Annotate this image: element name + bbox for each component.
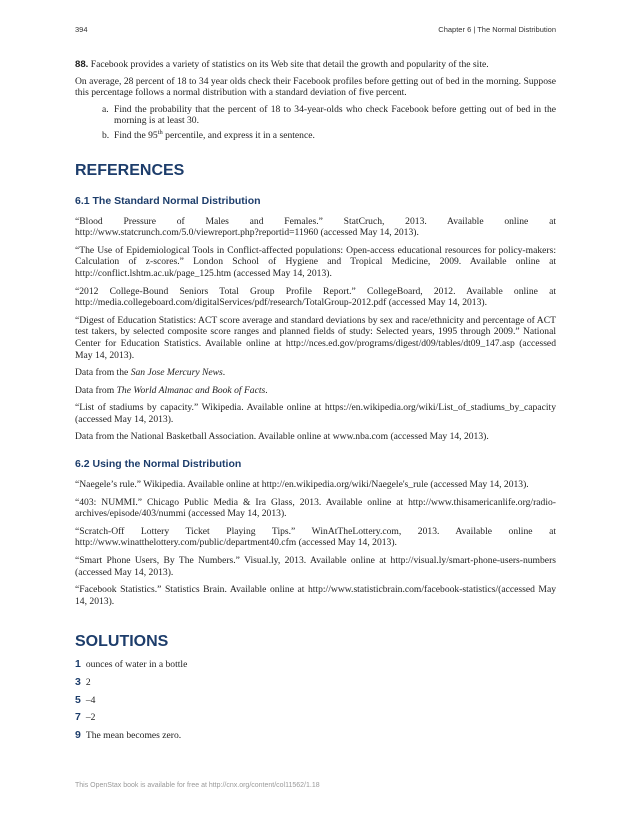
exercise-parts <box>75 104 556 142</box>
exercise-part-b <box>75 130 556 142</box>
solution-number: 9 <box>75 728 81 741</box>
reference-item: Data from the National Basketball Association. Available online at www.nba.com (accessed May 14, 2013). <box>75 431 489 443</box>
reference-item: “Smart Phone Users, By The Numbers.” Visual.ly, 2013. Available online at http://visual.ly/smart-phone-users-numbers (accessed May 14, 2013). <box>75 555 556 578</box>
page-footer: This OpenStax book is available for free at http://cnx.org/content/col11562/1.18 <box>75 782 320 789</box>
publication-title: The World Almanac and Book of Facts <box>116 384 266 396</box>
reference-item: “Scratch-Off Lottery Ticket Playing Tips.” WinAtTheLottery.com, 2013. Available online at http://www.winatthelottery.com/public/department40.cfm (accessed May 14, 2013). <box>75 525 556 549</box>
reference-item: “2012 College-Bound Seniors Total Group Profile Report.” CollegeBoard, 2012. Available online at http://media.collegeboard.com/digitalServices/pdf/research/TotalGroup-2012.pdf (accessed May 14, 2013). <box>75 285 556 309</box>
solution-text: The mean becomes zero. <box>85 729 182 741</box>
reference-item: Data from The World Almanac and Book of Facts. <box>75 384 268 396</box>
exercise-intro <box>75 59 556 71</box>
reference-item: “List of stadiums by capacity.” Wikipedia. Available online at https://en.wikipedia.org/wiki/List_of_stadiums_by_capacity (accessed May 14, 2013). <box>75 402 556 425</box>
part-text: Find the probability that the percent of 18 to 34-year-olds who check Facebook before getting out of bed in the morning is at least 30. <box>114 103 556 127</box>
section-6-1-heading: 6.1 The Standard Normal Distribution <box>75 194 261 207</box>
reference-item: “403: NUMMI.” Chicago Public Media & Ira Glass, 2013. Available online at http://www.thisamericanlife.org/radio-archives/episode/403/nummi (accessed May 14, 2013). <box>75 496 556 520</box>
exercise-intro-text: Facebook provides a variety of statistics on its Web site that detail the growth and popularity of the site. <box>90 59 489 70</box>
solution-item <box>75 677 556 689</box>
exercise-part-a <box>75 104 556 127</box>
part-text-sup: th <box>157 128 163 136</box>
reference-item: “The Use of Epidemiological Tools in Conflict-affected populations: Open-access educational resources for policy-makers: Calculation of z-scores.” London School of Hygiene and Tropical Medicine, 2009. Available online at http://conflict.lshtm.ac.uk/page_125.htm (accessed May 14, 2013). <box>75 244 556 279</box>
reference-item: Data from the San Jose Mercury News. <box>75 367 226 379</box>
solution-text: –2 <box>85 712 96 724</box>
solution-number: 7 <box>75 711 81 724</box>
reference-item: “Blood Pressure of Males and Females.” StatCruch, 2013. Available online at http://www.statcrunch.com/5.0/viewreport.php?reportid=11960 (accessed May 14, 2013). <box>75 215 556 239</box>
solution-item <box>75 730 556 742</box>
solution-text: ounces of water in a bottle <box>85 659 188 671</box>
page-number: 394 <box>75 25 88 34</box>
solution-item <box>75 712 556 724</box>
solution-item <box>75 695 556 707</box>
solution-text: 2 <box>85 677 91 688</box>
solution-number: 3 <box>75 676 81 688</box>
exercise-body: On average, 28 percent of 18 to 34 year olds check their Facebook profiles before getting out of bed in the morning. Suppose this percentage follows a normal distribution with a standard deviation of five percent. <box>75 75 556 99</box>
reference-item: “Digest of Education Statistics: ACT score average and standard deviations by sex and race/ethnicity and percentage of ACT test takers, by selected composite score ranges and planned fields of study: Selected years, 1995 through 2009.” National Center for Education Statistics. Available online at http://nces.ed.gov/programs/digest/d09/tables/dt09_147.asp (accessed May 14, 2013). <box>75 314 556 361</box>
solution-text: –4 <box>85 694 96 706</box>
exercise-number: 88. <box>75 59 89 70</box>
solution-number: 1 <box>75 658 81 671</box>
part-label: b. <box>102 129 110 141</box>
references-heading: REFERENCES <box>75 161 185 179</box>
solution-number: 5 <box>75 693 81 706</box>
chapter-title: Chapter 6 | The Normal Distribution <box>438 25 556 34</box>
solutions-heading: SOLUTIONS <box>75 633 169 651</box>
reference-item: “Naegele’s rule.” Wikipedia. Available online at http://en.wikipedia.org/wiki/Naegele's_rule (accessed May 14, 2013). <box>75 479 529 491</box>
publication-title: San Jose Mercury News <box>130 367 223 379</box>
reference-item: “Facebook Statistics.” Statistics Brain. Available online at http://www.statisticbrain.com/facebook-statistics/(accessed May 14, 2013). <box>75 584 556 607</box>
part-text-pre: Find the 95 <box>114 129 158 141</box>
section-6-2-heading: 6.2 Using the Normal Distribution <box>75 458 242 471</box>
solution-item <box>75 659 556 671</box>
page-content <box>75 59 556 741</box>
part-label: a. <box>102 103 109 115</box>
part-text-post: percentile, and express it in a sentence. <box>162 129 315 141</box>
